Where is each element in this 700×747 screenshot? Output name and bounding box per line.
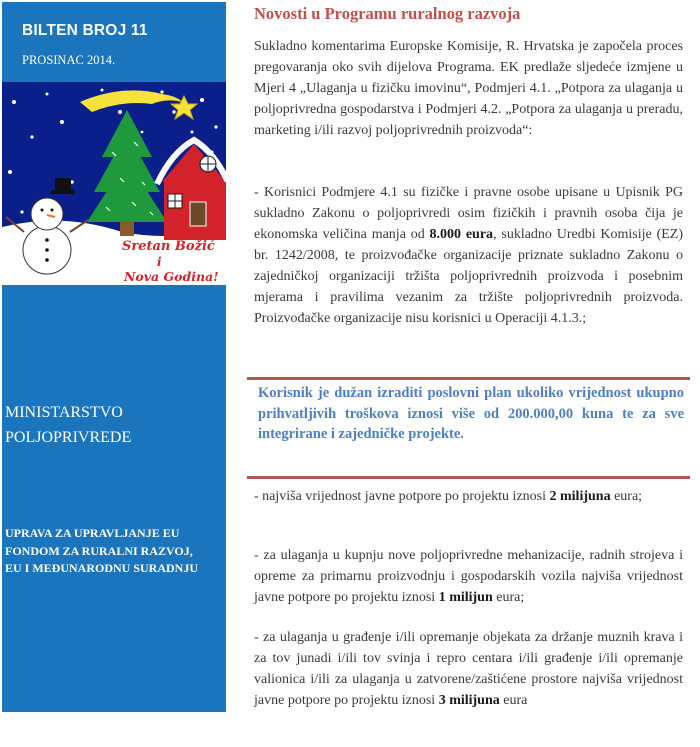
- callout-text: Korisnik je dužan izraditi poslovni plan ukoliko vrijednost ukupno prihvatljivih troškova iznosi više od 200.000,00 kuna te za sve integrirane i zajedničke projekte.: [258, 385, 684, 442]
- machinery-paragraph: [254, 545, 683, 608]
- beneficiaries-paragraph: [254, 182, 683, 329]
- intro-paragraph: Sukladno komentarima Europske Komisije, R. Hrvatska je započela proces pregovaranja oko svih dijelova Programa. EK predlaže sljedeće izmjene u Mjeri 4 „Ulaganja u fizičku imovinu“, Podmjeri 4.1. „Potpora za ulaganja u poljoprivredna gospodarstva i Podmjeri 4.2. „Potpora za ulaganja u preradu, marketing i/ili razvoj poljoprivrednih proizvoda“:: [254, 39, 683, 138]
- p3-bold: 2 milijuna: [549, 489, 611, 504]
- ministry-line1: MINISTARSTVO: [5, 404, 123, 421]
- bulletin-title: BILTEN BROJ 11: [22, 22, 148, 39]
- max-support-paragraph: [254, 486, 683, 507]
- directorate-line3: EU I MEĐUNARODNU SURADNJU: [5, 561, 199, 575]
- greeting-line1: Sretan Božić: [122, 239, 215, 254]
- ministry-line2: POLJOPRIVREDE: [5, 429, 132, 446]
- p5-bold: 3 milijuna: [438, 693, 500, 708]
- directorate-line1: UPRAVA ZA UPRAVLJANJE EU: [5, 526, 180, 540]
- p4-text-a: - za ulaganja u kupnju nove poljoprivredne mehanizacije, radnih strojeva i opreme za primarnu proizvodnju i gospodarskih vozila najviša vrijednost javne potpore po projektu iznosi: [254, 548, 683, 605]
- ministry-name: [5, 400, 131, 450]
- article-heading: Novosti u Programu ruralnog razvoja: [254, 4, 521, 23]
- sidebar: [2, 2, 226, 712]
- p2-bold: 8.000 eura: [429, 227, 494, 242]
- greeting-line3: Nova Godina!: [124, 269, 219, 284]
- bulletin-header: [2, 2, 226, 80]
- buildings-paragraph: [254, 627, 683, 711]
- christmas-illustration: [2, 82, 226, 285]
- divider-bottom: [247, 476, 690, 479]
- p5-text-b: eura: [499, 693, 528, 708]
- p4-bold: 1 milijun: [438, 590, 493, 605]
- p3-text-a: - najviša vrijednost javne potpore po projektu iznosi: [254, 489, 550, 504]
- p4-text-b: eura;: [492, 590, 525, 605]
- p2-text-a: - Korisnici Podmjere 4.1 su fizičke i pravne osobe upisane u Upisnik PG sukladno Zakonu o poljoprivredi osim fizičkih i pravnih osoba čija je ekonomska veličina manja od: [254, 185, 683, 242]
- p5-text-a: - za ulaganja u građenje i/ili opremanje objekata za držanje muznih krava i za tov junadi i/ili tov svinja i repro centara i/ili građenje i/ili opremanje valionica i/ili za ulaganja u zatvorene/zaštićene prostore najviša vrijednost javne potpore po projektu iznosi: [254, 630, 683, 708]
- bulletin-date: PROSINAC 2014.: [22, 53, 116, 67]
- directorate-name: [5, 525, 225, 578]
- greeting-line2: i: [157, 255, 162, 269]
- p2-text-b: , sukladno Uredbi Komisije (EZ) br. 1242/2008, te proizvođačke organizacije priznate sukladno Zakonu o zajedničkoj organizaciji tržišta poljoprivrednih proizvoda i posebnim mjerama i pravilima vezanim za tržište poljoprivrednih proizvoda. Proizvođačke organizacije nisu korisnici u Operaciji 4.1.3.;: [254, 227, 683, 326]
- christmas-drawing: [2, 82, 226, 285]
- p3-text-b: eura;: [610, 489, 643, 504]
- divider-top: [247, 377, 690, 380]
- directorate-line2: FONDOM ZA RURALNI RAZVOJ,: [5, 543, 193, 558]
